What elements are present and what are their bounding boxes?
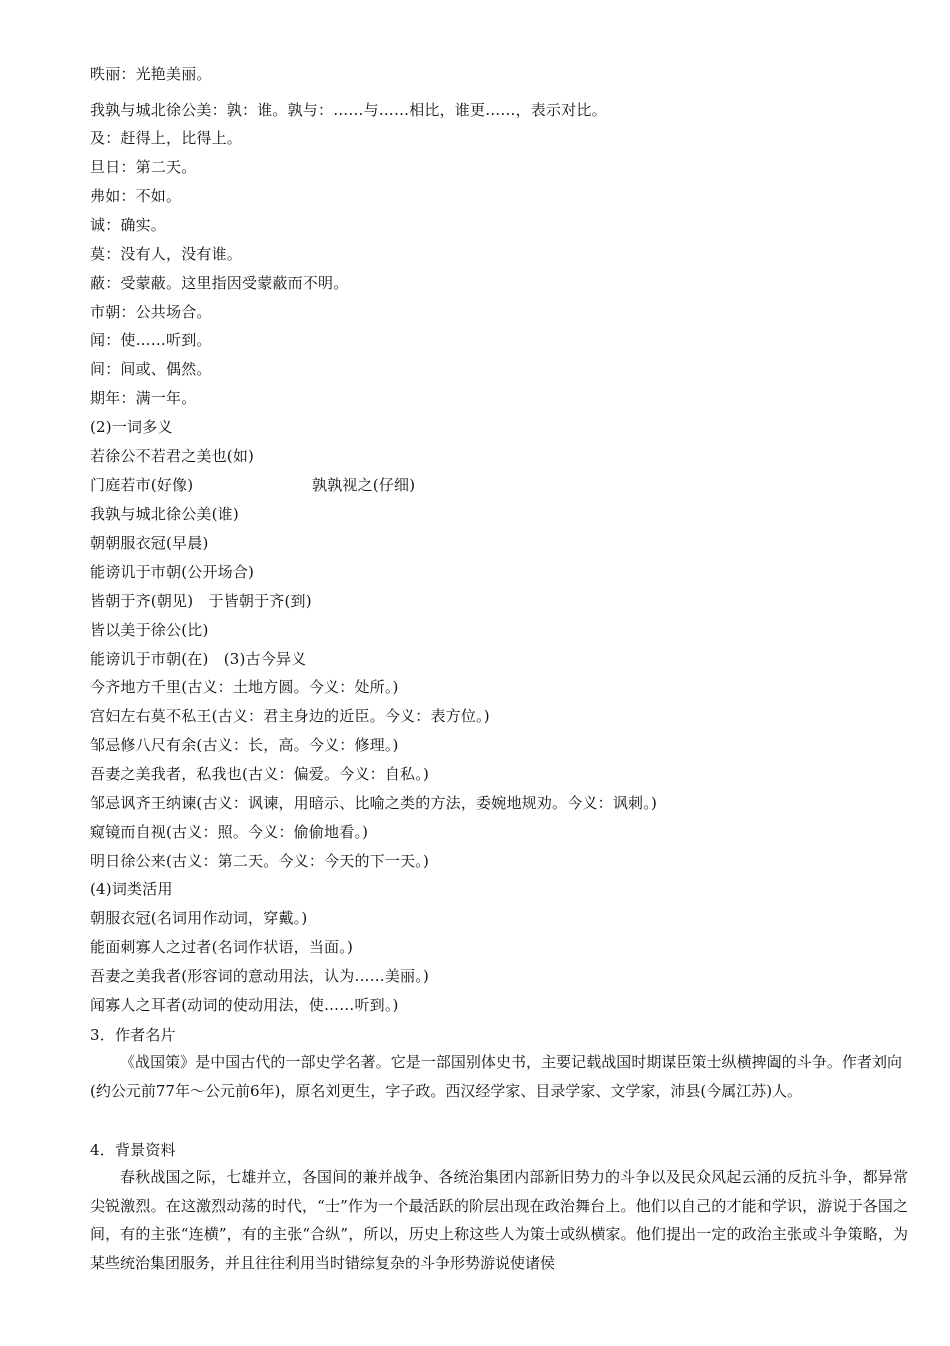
subheading: (4)词类活用 [90, 880, 173, 898]
gloss-line: 蔽：受蒙蔽。这里指因受蒙蔽而不明。 [90, 274, 349, 292]
polysemy-line: 皆朝于齐(朝见) 于皆朝于齐(到) [90, 592, 312, 610]
ancient-modern-line: 窥镜而自视(古义：照。今义：偷偷地看。) [90, 823, 369, 841]
ancient-modern-line: 明日徐公来(古义：第二天。今义：今天的下一天。) [90, 852, 430, 870]
polysemy-line: 门庭若市(好像) [90, 476, 194, 494]
polysemy-line: 孰孰视之(仔细) [312, 476, 416, 494]
author-paragraph: 《战国策》是中国古代的一部史学名著。它是一部国别体史书，主要记载战国时期谋臣策士纵横捭阖的斗争。作者刘向(约公元前77年～公元前6年)，原名刘更生，字子政。西汉经学家、目录学家、文学家，沛县(今属江苏)人。 [90, 1053, 902, 1100]
gloss-line: 我孰与城北徐公美：孰：谁。孰与：……与……相比，谁更……，表示对比。 [90, 101, 607, 119]
polysemy-line: 能谤讥于市朝(公开场合) [90, 563, 255, 581]
background-paragraph: 春秋战国之际，七雄并立，各国间的兼并战争、各统治集团内部新旧势力的斗争以及民众风起云涌的反抗斗争，都异常尖锐激烈。在这激烈动荡的时代，“士”作为一个最活跃的阶层出现在政治舞台上。他们以自己的才能和学识，游说于各国之间，有的主张“连横”，有的主张“合纵”，所以，历史上称这些人为策士或纵横家。他们提出一定的政治主张或斗争策略，为某些统治集团服务，并且往往利用当时错综复杂的斗争形势游说使诸侯 [90, 1168, 908, 1272]
polysemy-line: 皆以美于徐公(比) [90, 621, 209, 639]
ancient-modern-line: 邹忌讽齐王纳谏(古义：讽谏，用暗示、比喻之类的方法，委婉地规劝。今义：讽刺。) [90, 794, 658, 812]
polysemy-line: 朝朝服衣冠(早晨) [90, 534, 209, 552]
word-class-line: 吾妻之美我者(形容词的意动用法，认为……美丽。) [90, 967, 430, 985]
polysemy-line: 能谤讥于市朝(在) (3)古今异义 [90, 650, 307, 668]
gloss-line: 间：间或、偶然。 [90, 360, 212, 378]
gloss-line: 期年：满一年。 [90, 389, 197, 407]
gloss-line: 莫：没有人，没有谁。 [90, 245, 243, 263]
section-heading: 3．作者名片 [90, 1026, 176, 1044]
gloss-line: 昳丽：光艳美丽。 [90, 65, 212, 83]
gloss-line: 闻：使……听到。 [90, 331, 212, 349]
gloss-line: 市朝：公共场合。 [90, 303, 212, 321]
section-heading: 4．背景资料 [90, 1141, 176, 1159]
ancient-modern-line: 邹忌修八尺有余(古义：长，高。今义：修理。) [90, 736, 399, 754]
ancient-modern-line: 今齐地方千里(古义：土地方圆。今义：处所。) [90, 678, 399, 696]
gloss-line: 弗如：不如。 [90, 187, 182, 205]
gloss-line: 及：赶得上，比得上。 [90, 129, 243, 147]
word-class-line: 能面刺寡人之过者(名词作状语，当面。) [90, 938, 354, 956]
subheading: (2)一词多义 [90, 418, 173, 436]
word-class-line: 闻寡人之耳者(动词的使动用法，使……听到。) [90, 996, 399, 1014]
gloss-line: 诚：确实。 [90, 216, 167, 234]
ancient-modern-line: 宫妇左右莫不私王(古义：君主身边的近臣。今义：表方位。) [90, 707, 490, 725]
gloss-line: 旦日：第二天。 [90, 158, 197, 176]
polysemy-line: 我孰与城北徐公美(谁) [90, 505, 239, 523]
polysemy-line: 若徐公不若君之美也(如) [90, 447, 255, 465]
word-class-line: 朝服衣冠(名词用作动词，穿戴。) [90, 909, 308, 927]
ancient-modern-line: 吾妻之美我者，私我也(古义：偏爱。今义：自私。) [90, 765, 430, 783]
